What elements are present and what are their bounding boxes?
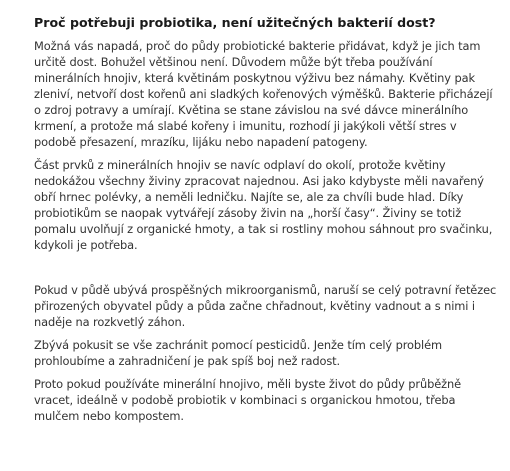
paragraph-pesticides: Zbývá pokusit se vše zachránit pomocí pesticidů. Jenže tím celý problém prohloubíme a zahradničení je pak spíš boj než radost.: [34, 338, 443, 368]
paragraph-mineral-fertilizers: Možná vás napadá, proč do půdy probiotické bakterie přidávat, když je jich tam určitě dost. Bohužel většinou není. Důvodem může být třeba používání minerálních hnojiv, která květinám poskytnou výživu bez námahy. Květiny pak zleniví, netvoří dost kořenů ani sladkých kořenových výměšků. Bakterie přicházejí o zdroj potravy a umírají. Květina se stane závislou na své dávce minerálního krmení, a protože má slabé kořeny i imunitu, rozhodí ji jakýkoli větší stres v podobě přesazení, mrazíku, lijáku nebo napadení patogeny.: [34, 39, 493, 149]
paragraph-nutrient-reserves: Část prvků z minerálních hnojiv se navíc odplaví do okolí, protože květiny nedokážou všechny živiny zpracovat najednou. Asi jako kdybyste měli navařený obří hrnec polévky, a neměli ledničku. Najíte se, ale za chvíli bude hlad. Díky probiotikům se naopak vytvářejí zásoby živin na „horší časy“. Živiny se totiž pomalu uvolňují z organické hmoty, a tak si rostliny mohou sáhnout pro svačinku, kdykoli je potřeba.: [34, 158, 493, 252]
paragraph-spacer: [34, 260, 498, 282]
paragraph-food-chain: Pokud v půdě ubývá prospěšných mikroorganismů, naruší se celý potravní řetězec přirozených obyvatel půdy a půda začne chřadnout, květiny vadnout a s nimi i naděje na rozkvetlý záhon.: [34, 283, 497, 329]
paragraph-conclusion: Proto pokud používáte minerální hnojivo, měli byste život do půdy průběžně vracet, ideálně v podobě probiotik v kombinaci s organickou hmotou, třeba mulčem nebo kompostem.: [34, 377, 462, 423]
article-heading: Proč potřebuji probiotika, není užitečných bakterií dost?: [34, 15, 436, 30]
